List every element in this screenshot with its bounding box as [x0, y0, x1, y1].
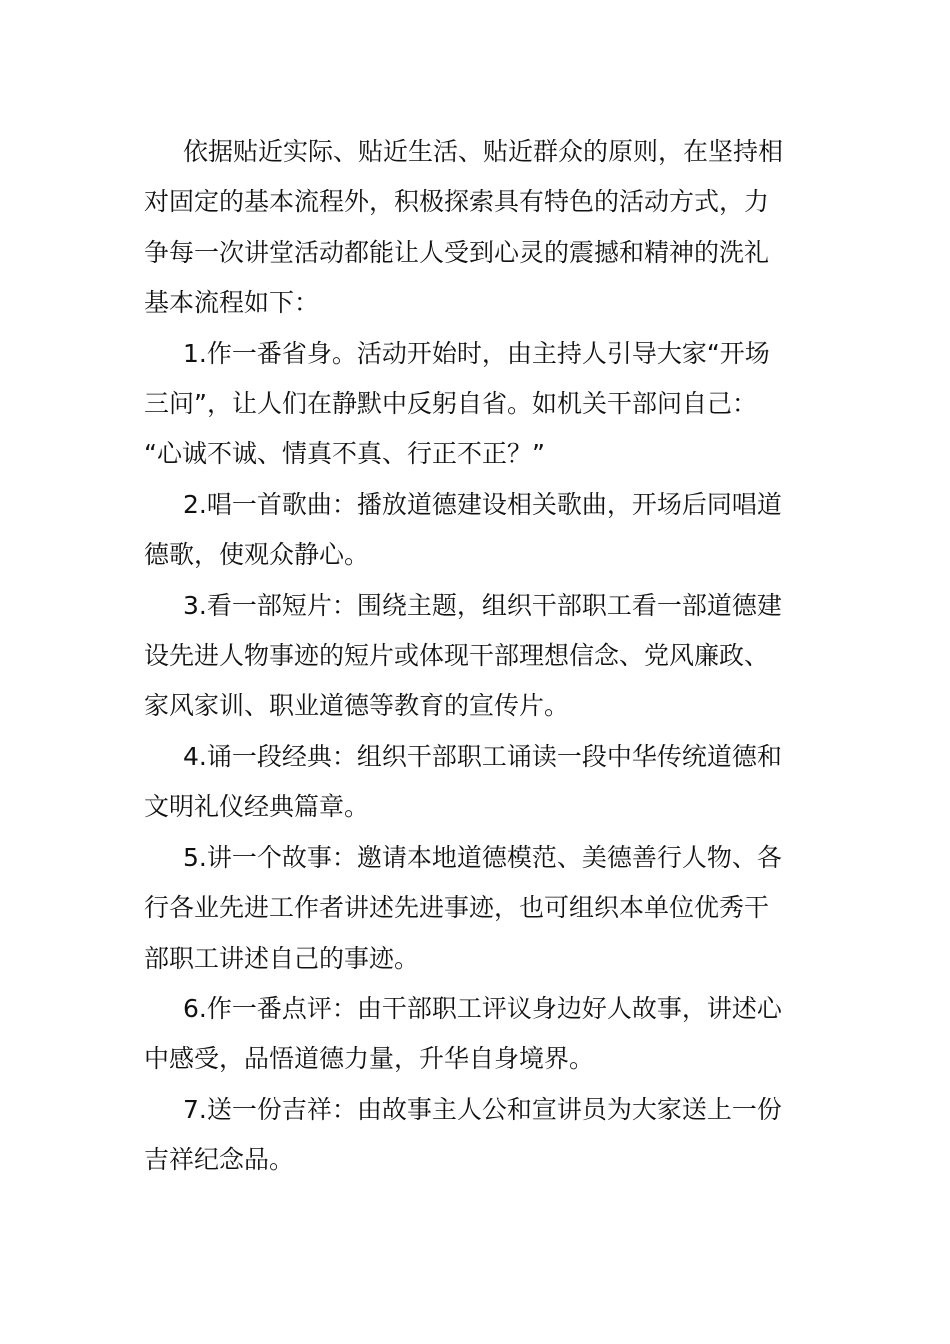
text-line: 1.作一番省身。活动开始时，由主持人引导大家“开场: [183, 338, 770, 368]
text-line: 中感受，品悟道德力量，升华自身境界。: [144, 1044, 595, 1074]
text-line: 德歌，使观众静心。: [144, 540, 370, 570]
text-line: 吉祥纪念品。: [144, 1145, 295, 1175]
text-line: “心诚不诚、情真不真、行正不正？”: [144, 439, 545, 469]
step-paragraph-4: [144, 732, 808, 833]
text-line: 争每一次讲堂活动都能让人受到心灵的震撼和精神的洗礼: [144, 237, 770, 267]
text-line: 7.送一份吉祥：由故事主人公和宣讲员为大家送上一份: [183, 1094, 782, 1124]
step-paragraph-6: [144, 984, 808, 1085]
text-line: 基本流程如下：: [144, 288, 320, 318]
step-paragraph-3: [144, 581, 808, 732]
document-body: [144, 127, 808, 1186]
intro-paragraph: [144, 127, 808, 329]
text-line: 部职工讲述自己的事迹。: [144, 943, 420, 973]
text-line: 家风家训、职业道德等教育的宣传片。: [144, 691, 570, 721]
text-line: 依据贴近实际、贴近生活、贴近群众的原则，在坚持相: [183, 137, 784, 166]
text-line: 6.作一番点评：由干部职工评议身边好人故事，讲述心: [183, 993, 782, 1023]
step-paragraph-2: [144, 480, 808, 581]
text-line: 行各业先进工作者讲述先进事迹，也可组织本单位优秀干: [144, 893, 770, 923]
text-line: 2.唱一首歌曲：播放道德建设相关歌曲，开场后同唱道: [183, 489, 782, 519]
step-paragraph-1: [144, 329, 808, 480]
text-line: 4.诵一段经典：组织干部职工诵读一段中华传统道德和: [183, 741, 782, 771]
text-line: 3.看一部短片：围绕主题，组织干部职工看一部道德建: [183, 590, 782, 620]
text-line: 设先进人物事迹的短片或体现干部理想信念、党风廉政、: [144, 641, 770, 671]
step-paragraph-7: [144, 1085, 808, 1186]
step-paragraph-5: [144, 833, 808, 984]
text-line: 三问”，让人们在静默中反躬自省。如机关干部问自己：: [144, 389, 757, 419]
text-line: 对固定的基本流程外，积极探索具有特色的活动方式，力: [144, 187, 770, 217]
text-line: 文明礼仪经典篇章。: [144, 792, 370, 822]
text-line: 5.讲一个故事：邀请本地道德模范、美德善行人物、各: [183, 842, 782, 872]
